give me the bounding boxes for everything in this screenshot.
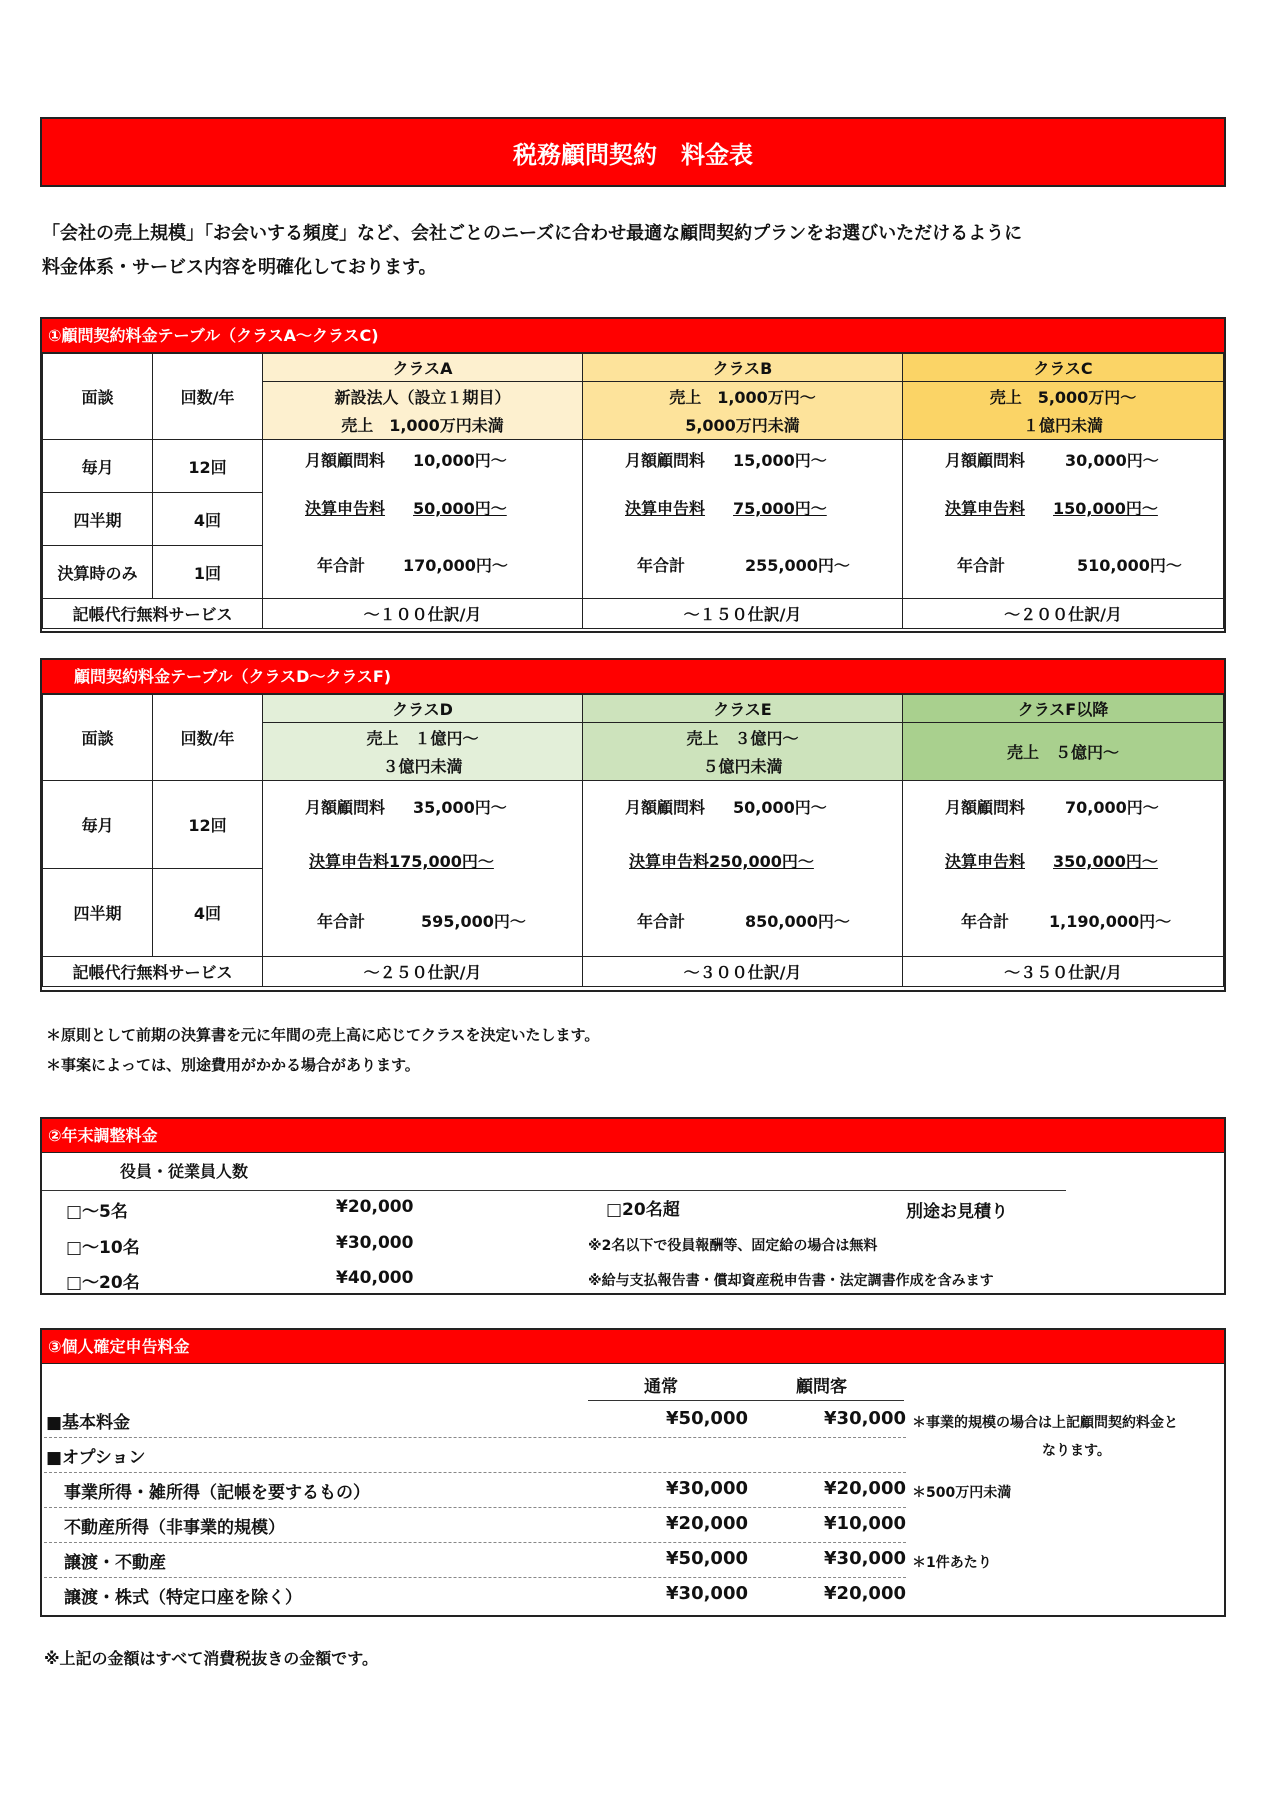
class-d-cond1: 売上 １億円～: [263, 723, 583, 752]
class-a-cond2: 売上 1,000万円未満: [263, 411, 583, 440]
class-a-name: クラスA: [263, 354, 583, 382]
class-a-total-label: 年合計: [317, 556, 366, 575]
class-d-name: クラスD: [263, 695, 583, 723]
meeting-monthly: 毎月: [43, 440, 153, 493]
class-c-cond2: １億円未満: [903, 411, 1224, 440]
page-title: 税務顧問契約 料金表: [40, 117, 1226, 187]
col-meeting-header: 面談: [43, 354, 153, 440]
basic-fee-client: ¥30,000: [824, 1408, 906, 1429]
class-d-prices: [263, 781, 583, 957]
col-meeting-header-2: 面談: [43, 695, 153, 781]
class-b-total-label: 年合計: [637, 556, 686, 575]
intro-line-1: 「会社の売上規模」「お会いする頻度」など、会社ごとのニーズに合わせ最適な顧問契約プランをお選びいただけるように: [42, 223, 1023, 244]
class-b-monthly-label: 月額顧問料: [625, 450, 706, 470]
class-c-bookkeeping: ～２００仕訳/月: [903, 599, 1224, 629]
fee-table-d-f: [40, 658, 1226, 992]
class-f-settle-value: 350,000円～: [1053, 852, 1158, 871]
class-c-monthly-label: 月額顧問料: [945, 450, 1026, 470]
option-transfer-real-estate-normal: ¥50,000: [666, 1548, 748, 1569]
option-label: ■オプション: [46, 1448, 146, 1468]
option-transfer-stock: 譲渡・株式（特定口座を除く）: [64, 1588, 302, 1608]
section-header-table1: ①顧問契約料金テーブル（クラスA～クラスC): [42, 319, 1224, 353]
class-c-total-label: 年合計: [957, 556, 1006, 575]
class-a-prices: [263, 440, 583, 599]
class-c-monthly-value: 30,000円～: [1065, 450, 1159, 470]
class-f-prices: [903, 781, 1224, 957]
col-normal-header: 通常: [644, 1377, 678, 1397]
class-b-prices: [583, 440, 903, 599]
class-a-bookkeeping: ～１００仕訳/月: [263, 599, 583, 629]
option-business-client: ¥20,000: [824, 1478, 906, 1499]
year-end-item-5: □～5名: [66, 1202, 128, 1222]
class-a-settle-value: 50,000円～: [413, 499, 507, 518]
class-f-monthly-label: 月額顧問料: [945, 797, 1026, 817]
count-quarterly: 4回: [153, 493, 263, 546]
class-b-cond2: 5,000万円未満: [583, 411, 903, 440]
class-e-settle-value: 250,000円～: [709, 852, 814, 871]
meeting-monthly-2: 毎月: [43, 781, 153, 869]
year-end-divider: [42, 1190, 1066, 1191]
class-e-settle-label: 決算申告料: [629, 852, 710, 871]
col-count-header: 回数/年: [153, 354, 263, 440]
class-d-monthly-label: 月額顧問料: [305, 797, 386, 817]
option-real-estate-income: 不動産所得（非事業的規模）: [64, 1518, 285, 1538]
class-b-bookkeeping: ～１５０仕訳/月: [583, 599, 903, 629]
year-end-price-20: ¥40,000: [336, 1268, 414, 1288]
class-e-total-label: 年合計: [637, 911, 686, 931]
option-real-estate-normal: ¥20,000: [666, 1513, 748, 1534]
kakutei-side-note-2: ＊500万円未満: [912, 1485, 1012, 1501]
class-e-total-value: 850,000円～: [745, 911, 850, 931]
class-d-total-label: 年合計: [317, 911, 366, 931]
kakutei-side-note-1a: ＊事業的規模の場合は上記顧問契約料金と: [912, 1415, 1178, 1431]
row-divider: [44, 1472, 906, 1473]
year-end-price-5: ¥20,000: [336, 1197, 414, 1217]
class-f-monthly-value: 70,000円～: [1065, 797, 1159, 817]
class-c-name: クラスC: [903, 354, 1224, 382]
class-f-name: クラスF以降: [903, 695, 1224, 723]
class-e-monthly-value: 50,000円～: [733, 797, 827, 817]
fee-table-a-c: [40, 317, 1226, 633]
section-header-kakutei: ③個人確定申告料金: [42, 1330, 1224, 1364]
year-end-note-free: ※2名以下で役員報酬等、固定給の場合は無料: [588, 1238, 878, 1254]
class-f-total-label: 年合計: [961, 911, 1010, 931]
meeting-quarterly: 四半期: [43, 493, 153, 546]
count-settlement-only: 1回: [153, 546, 263, 599]
col-client-header: 顧問客: [796, 1377, 847, 1397]
count-monthly-2: 12回: [153, 781, 263, 869]
class-d-total-value: 595,000円～: [421, 911, 526, 931]
option-real-estate-client: ¥10,000: [824, 1513, 906, 1534]
class-b-total-value: 255,000円～: [745, 556, 850, 575]
section-header-table2: 顧問契約料金テーブル（クラスD～クラスF): [42, 660, 1224, 694]
basic-fee-normal: ¥50,000: [666, 1408, 748, 1429]
option-business-normal: ¥30,000: [666, 1478, 748, 1499]
option-transfer-real-estate-client: ¥30,000: [824, 1548, 906, 1569]
year-end-item-20: □～20名: [66, 1273, 140, 1293]
year-end-adjustment-section: [40, 1117, 1226, 1295]
col-count-header-2: 回数/年: [153, 695, 263, 781]
meeting-quarterly-2: 四半期: [43, 869, 153, 957]
bookkeeping-label-1: 記帳代行無料サービス: [43, 599, 263, 629]
section-header-year-end: ②年末調整料金: [42, 1119, 1224, 1153]
option-transfer-stock-normal: ¥30,000: [666, 1583, 748, 1604]
personal-tax-return-section: [40, 1328, 1226, 1617]
class-a-monthly-label: 月額顧問料: [305, 450, 386, 470]
row-divider: [44, 1542, 906, 1543]
class-f-total-value: 1,190,000円～: [1049, 911, 1172, 931]
basic-fee-label: ■基本料金: [46, 1413, 131, 1433]
year-end-item-10: □～10名: [66, 1238, 140, 1258]
fee-grid-a-c: [42, 353, 1224, 629]
note-extra-fee: ＊事案によっては、別途費用がかかる場合があります。: [46, 1056, 420, 1074]
class-c-settle-label: 決算申告料: [945, 499, 1026, 518]
meeting-settlement-only: 決算時のみ: [43, 546, 153, 599]
kakutei-side-note-1b: なります。: [1042, 1443, 1111, 1459]
class-c-cond1: 売上 5,000万円～: [903, 382, 1224, 411]
year-end-price-10: ¥30,000: [336, 1233, 414, 1253]
class-d-cond2: ３億円未満: [263, 752, 583, 781]
year-end-subheader: 役員・従業員人数: [120, 1162, 249, 1181]
kakutei-header-divider: [588, 1400, 904, 1401]
class-d-bookkeeping: ～２５０仕訳/月: [263, 957, 583, 987]
intro-line-2: 料金体系・サービス内容を明確化しております。: [42, 257, 437, 278]
class-d-settle-label: 決算申告料: [309, 852, 390, 871]
class-e-monthly-label: 月額顧問料: [625, 797, 706, 817]
option-transfer-real-estate: 譲渡・不動産: [64, 1553, 166, 1573]
class-e-prices: [583, 781, 903, 957]
class-d-monthly-value: 35,000円～: [413, 797, 507, 817]
bookkeeping-label-2: 記帳代行無料サービス: [43, 957, 263, 987]
class-e-bookkeeping: ～３００仕訳/月: [583, 957, 903, 987]
note-class-decision: ＊原則として前期の決算書を元に年間の売上高に応じてクラスを決定いたします。: [46, 1026, 600, 1044]
class-f-bookkeeping: ～３５０仕訳/月: [903, 957, 1224, 987]
count-quarterly-2: 4回: [153, 869, 263, 957]
class-b-monthly-value: 15,000円～: [733, 450, 827, 470]
count-monthly: 12回: [153, 440, 263, 493]
class-f-cond1: 売上 ５億円～: [903, 723, 1224, 781]
option-transfer-stock-client: ¥20,000: [824, 1583, 906, 1604]
class-c-total-value: 510,000円～: [1077, 556, 1182, 575]
fee-grid-d-f: [42, 694, 1224, 987]
row-divider: [44, 1437, 906, 1438]
row-divider: [44, 1507, 906, 1508]
class-a-monthly-value: 10,000円～: [413, 450, 507, 470]
row-divider: [44, 1577, 906, 1578]
year-end-note-included: ※給与支払報告書・償却資産税申告書・法定調書作成を含みます: [588, 1273, 994, 1289]
class-e-cond1: 売上 ３億円～: [583, 723, 903, 752]
class-c-prices: [903, 440, 1224, 599]
class-a-cond1: 新設法人（設立１期目）: [263, 382, 583, 411]
year-end-over-price: 別途お見積り: [906, 1202, 1008, 1222]
class-b-settle-value: 75,000円～: [733, 499, 827, 518]
option-business-income: 事業所得・雑所得（記帳を要するもの）: [64, 1483, 370, 1503]
class-f-settle-label: 決算申告料: [945, 852, 1026, 871]
class-a-settle-label: 決算申告料: [305, 499, 386, 518]
kakutei-side-note-3: ＊1件あたり: [912, 1555, 992, 1571]
class-d-settle-value: 175,000円～: [389, 852, 494, 871]
class-c-settle-value: 150,000円～: [1053, 499, 1158, 518]
footer-tax-note: ※上記の金額はすべて消費税抜きの金額です。: [44, 1649, 378, 1668]
class-e-name: クラスE: [583, 695, 903, 723]
class-b-name: クラスB: [583, 354, 903, 382]
class-b-cond1: 売上 1,000万円～: [583, 382, 903, 411]
year-end-over-20: □20名超: [606, 1200, 680, 1220]
class-b-settle-label: 決算申告料: [625, 499, 706, 518]
class-e-cond2: ５億円未満: [583, 752, 903, 781]
class-a-total-value: 170,000円～: [403, 556, 508, 575]
